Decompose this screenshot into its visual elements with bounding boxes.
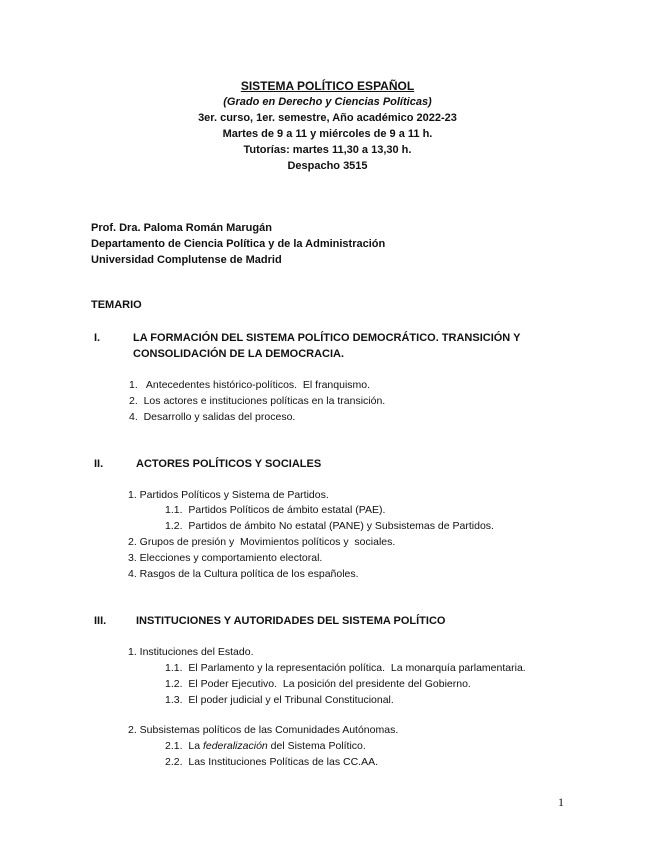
professor-name: Prof. Dra. Paloma Román Marugán: [91, 222, 272, 234]
list-item: [165, 738, 366, 754]
list-item: 3. Elecciones y comportamiento electoral.: [128, 552, 323, 564]
list-item: 2. Grupos de presión y Movimientos políticos y sociales.: [128, 536, 396, 548]
section-1-title-line2: CONSOLIDACIÓN DE LA DEMOCRACIA.: [133, 348, 345, 360]
list-item: 1.1. El Parlamento y la representación política. La monarquía parlamentaria.: [165, 662, 526, 674]
section-1-numeral: I.: [94, 332, 101, 344]
professor-university: Universidad Complutense de Madrid: [91, 254, 282, 266]
tutorias-info: Tutorías: martes 11,30 a 13,30 h.: [243, 144, 412, 156]
list-item: 1.2. El Poder Ejecutivo. La posición del presidente del Gobierno.: [165, 678, 471, 690]
list-item: 1. Antecedentes histórico-políticos. El franquismo.: [129, 379, 371, 391]
section-3-numeral: III.: [94, 615, 107, 627]
list-item: 1.3. El poder judicial y el Tribunal Constitucional.: [165, 694, 394, 706]
list-item: 1. Partidos Políticos y Sistema de Partidos.: [128, 489, 329, 501]
schedule-info: Martes de 9 a 11 y miércoles de 9 a 11 h.: [222, 128, 433, 140]
section-2-title: ACTORES POLÍTICOS Y SOCIALES: [136, 458, 322, 470]
list-item: 2. Subsistemas políticos de las Comunidades Autónomas.: [128, 724, 399, 736]
professor-department: Departamento de Ciencia Política y de la Administración: [91, 238, 386, 250]
document-subtitle: (Grado en Derecho y Ciencias Políticas): [223, 96, 432, 108]
document-title: SISTEMA POLÍTICO ESPAÑOL: [240, 79, 415, 93]
page-number: 1: [558, 795, 564, 809]
office-info: Despacho 3515: [287, 160, 368, 172]
list-item: 2.2. Las Instituciones Políticas de las CC.AA.: [165, 756, 379, 768]
list-item: 1.2. Partidos de ámbito No estatal (PANE) y Subsistemas de Partidos.: [165, 520, 494, 532]
section-3-title: INSTITUCIONES Y AUTORIDADES DEL SISTEMA POLÍTICO: [136, 615, 446, 627]
emphasis-text: federalización: [202, 740, 268, 752]
temario-heading: TEMARIO: [91, 299, 142, 311]
section-1-title: LA FORMACIÓN DEL SISTEMA POLÍTICO DEMOCRÁTICO. TRANSICIÓN Y: [133, 332, 521, 344]
list-item: 4. Desarrollo y salidas del proceso.: [129, 411, 296, 423]
list-item: 1.1. Partidos Políticos de ámbito estatal (PAE).: [165, 504, 386, 516]
item-text: del Sistema Político.: [267, 740, 366, 752]
list-item: 2. Los actores e instituciones políticas en la transición.: [129, 395, 386, 407]
course-info: 3er. curso, 1er. semestre, Año académico 2022-23: [198, 112, 457, 124]
item-text: 2.1. La: [165, 740, 203, 752]
section-2-numeral: II.: [94, 458, 104, 470]
list-item: 1. Instituciones del Estado.: [128, 646, 254, 658]
list-item: 4. Rasgos de la Cultura política de los españoles.: [128, 568, 359, 580]
